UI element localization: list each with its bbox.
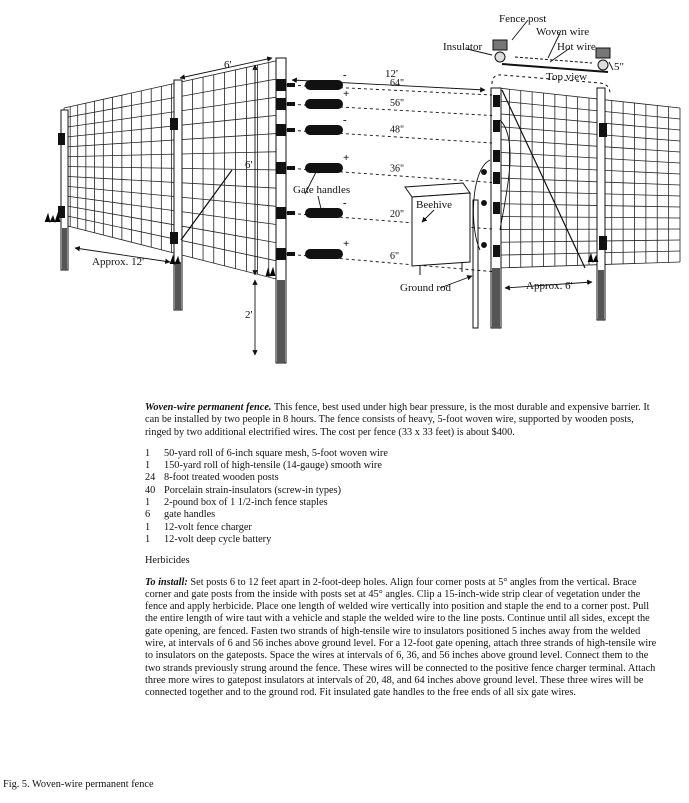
woven-wire-label: Woven wire (536, 26, 590, 38)
herbicides: Herbicides (145, 555, 190, 567)
depth-label: 2' (245, 309, 253, 321)
ground-rod-label: Ground rod (400, 282, 452, 294)
width-top-label: 6' (224, 59, 232, 71)
wire-polarity: + (343, 238, 350, 250)
approx-right-label: Approx. 6' (526, 280, 573, 292)
gatepost-insulator (276, 98, 286, 110)
gate-handles-label: Gate handles (293, 184, 351, 196)
gate-handle[interactable] (305, 249, 343, 259)
material-item (145, 448, 657, 460)
offset-label: 5" (614, 61, 624, 73)
material-qty: 1 (145, 497, 151, 509)
material-name: 8-foot treated wooden posts (164, 472, 279, 484)
wire-height-label: 6" (390, 250, 400, 262)
figure-caption: Fig. 5. Woven-wire permanent fence (3, 779, 154, 790)
material-qty: 40 (145, 484, 156, 496)
material-item (145, 509, 657, 521)
wire-polarity: + (343, 88, 350, 100)
wire-height-labels (343, 69, 404, 262)
material-name: 150-yard roll of high-tensile (14-gauge) smooth wire (164, 460, 382, 472)
gatepost-insulator (276, 124, 286, 136)
top-view-label: Top view (546, 71, 588, 83)
gate-handle[interactable] (305, 125, 343, 135)
gate-handle[interactable] (305, 163, 343, 173)
beehive (405, 183, 470, 275)
intro-paragraph (145, 402, 657, 439)
material-name: 12-volt deep cycle battery (164, 533, 272, 545)
intro-title: Woven-wire permanent fence. (145, 402, 272, 413)
wire-polarity: - (343, 197, 347, 209)
gatepost-insulator (276, 162, 286, 174)
handle-hook (287, 252, 295, 256)
height-label: 6' (245, 159, 253, 171)
wire-polarity: - (343, 114, 347, 126)
wire-polarity: + (343, 152, 350, 164)
handle-hook (287, 83, 295, 87)
insulator-label: Insulator (443, 41, 483, 53)
wire-height-label: 64" (390, 78, 405, 90)
install-body: Set posts 6 to 12 feet apart in 2-foot-deep holes. Align four corner posts at 5° angles from the vertical. Brace corner and gate posts from the inside with posts set at 45° angles. Clip a 15-inch-wide strip clear of vegetation under the fence and apply herbicide. Place one length of welded wire vertically into position and staple the end to a corner post. Pull the entire length of wire taut with a vehicle and staple the welded wire to the line posts. Continue until all sides, except the gate opening, are fenced. Fasten two strands of high-tensile wire to insulators positioned 5 inches away from the welded wire, at intervals of 6 and 56 inches above ground level. For a 12-foot gate opening, attach three strands of high-tensile wire to insulators on the gateposts. Space the wires at intervals of 6, 36, and 56 inches above ground level. Connect them to the two strands previously strung around the fence. These wires will be connected to the positive fence charger terminal. Attach three more wires to gatepost insulators at intervals of 20, 48, and 64 inches above ground level. These three wires will be connected together and to the ground rod. Fit insulated gate handles to the free ends of all six gate wires. (145, 576, 657, 699)
install-title: To install: (145, 576, 188, 588)
approx-left-label: Approx. 12' (92, 256, 145, 268)
materials-list (145, 448, 657, 546)
material-item (145, 485, 657, 497)
gate-handle[interactable] (305, 208, 343, 218)
install-paragraph (145, 577, 657, 700)
material-qty: 1 (145, 521, 151, 533)
material-qty: 24 (145, 472, 156, 484)
wire-height-label: 48" (390, 124, 405, 136)
gatepost-insulator (276, 207, 286, 219)
description-text (145, 402, 657, 709)
material-name: Porcelain strain-insulators (screw-in types) (164, 484, 341, 496)
width-side-label: 12' (385, 68, 398, 80)
material-qty: 1 (145, 460, 151, 472)
handle-hook (287, 102, 295, 106)
material-qty: 6 (145, 509, 151, 521)
material-qty: 1 (145, 447, 151, 459)
handle-hook (287, 166, 295, 170)
post-underground (62, 228, 604, 363)
material-name: 50-yard roll of 6-inch square mesh, 5-foot woven wire (164, 447, 388, 459)
beehive-label: Beehive (416, 199, 453, 211)
gatepost-insulator (276, 79, 286, 91)
gate-handle[interactable] (305, 99, 343, 109)
handle-hook (287, 211, 295, 215)
intro-body: This fence, best used under high bear pressure, is the most durable and expensive barrier. It can be installed by two people in 8 hours. The fence consists of heavy, 5-foot woven wire, supported by wooden posts, ringed by two additional electrified wires. The cost per fence (33 x 33 feet) is about $400. (145, 402, 650, 438)
material-name: 2-pound box of 1 1/2-inch fence staples (164, 497, 328, 509)
hot-wire-label: Hot wire (557, 41, 596, 53)
material-name: 12-volt fence charger (164, 521, 252, 533)
gatepost-insulator (276, 248, 286, 260)
material-item (145, 460, 657, 472)
wire-height-label: 20" (390, 209, 405, 221)
material-item (145, 534, 657, 546)
fence-post-label: Fence post (499, 13, 547, 25)
material-item (145, 497, 657, 509)
fence-diagram (0, 0, 689, 395)
material-qty: 1 (145, 533, 151, 545)
material-item (145, 522, 657, 534)
material-item (145, 472, 657, 484)
wire-height-label: 56" (390, 97, 405, 109)
wire-polarity: - (343, 69, 347, 81)
material-name: gate handles (164, 509, 216, 521)
right-fence-mesh (498, 88, 680, 268)
insulators (58, 95, 607, 257)
wire-height-label: 36" (390, 163, 405, 175)
handle-hook (287, 128, 295, 132)
